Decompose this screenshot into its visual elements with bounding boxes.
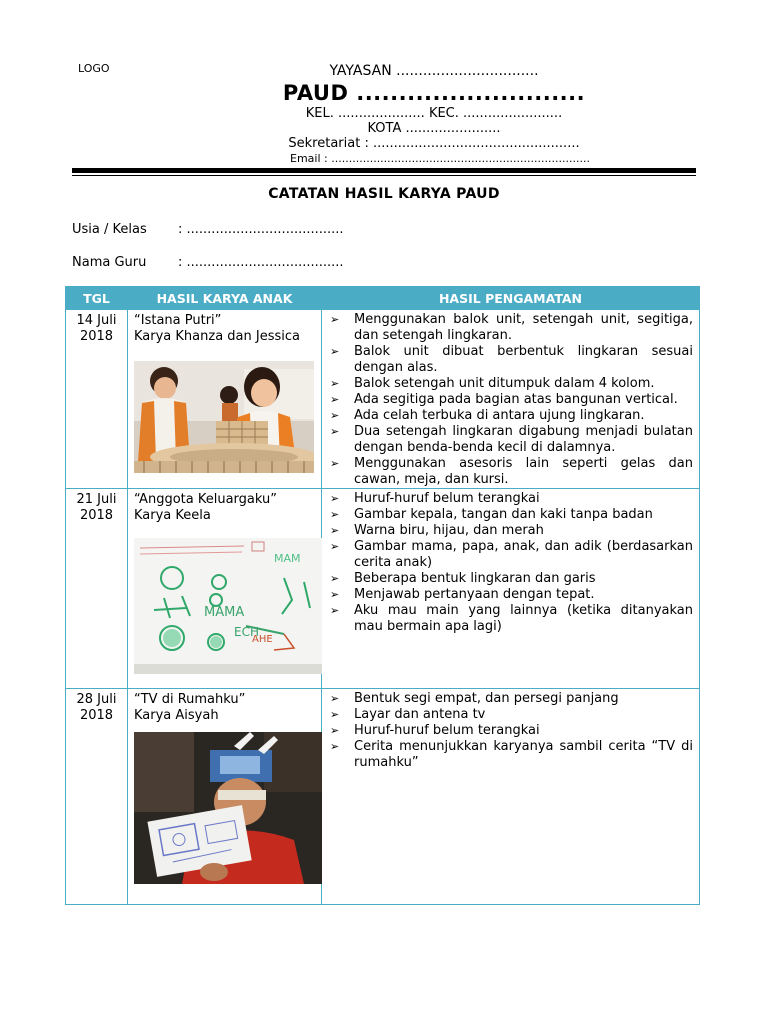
observation-item: ➢ Huruf-huruf belum terangkai [330,491,540,506]
observation-item: ➢ Bentuk segi empat, dan persegi panjang [330,691,619,706]
date-year: 2018 [79,508,114,523]
arrow-bullet-icon: ➢ [330,692,340,705]
observation-item: ➢ Warna biru, hijau, dan merah [330,523,544,538]
work-title: “TV di Rumahku” [134,692,246,707]
document-title: CATATAN HASIL KARYA PAUD [268,186,500,202]
svg-text:MAM: MAM [274,552,301,565]
observation-item: ➢ Ada celah terbuka di antara ujung lingkaran. [330,408,645,423]
observation-cell [322,310,700,489]
table-row [66,310,700,489]
arrow-bullet-icon: ➢ [330,708,340,721]
tv-craft-photo [134,732,322,884]
observation-item: ➢ Aku mau main yang lainnya (ketika ditanyakan mau bermain apa lagi) [330,603,693,634]
date-day: 14 Juli [76,313,117,328]
observation-item: ➢ Cerita menunjukkan karyanya sambil cerita “TV di rumahku” [330,739,693,770]
work-cell [128,310,322,489]
arrow-bullet-icon: ➢ [330,540,340,553]
observation-item: ➢ Beberapa bentuk lingkaran dan garis [330,571,596,586]
arrow-bullet-icon: ➢ [330,345,340,358]
school-name: PAUD ........................... [282,81,586,105]
work-author: Karya Khanza dan Jessica [134,329,300,344]
observation-list [328,691,693,771]
observation-item: ➢ Menjawab pertanyaan dengan tepat. [330,587,595,602]
arrow-bullet-icon: ➢ [330,724,340,737]
arrow-bullet-icon: ➢ [330,457,340,470]
observation-item: ➢ Menggunakan balok unit, setengah unit, segitiga, dan setengah lingkaran. [330,312,693,343]
table-header-row [66,287,700,310]
svg-text:MAMA: MAMA [204,605,245,620]
letterhead-rule-thin [72,175,696,176]
work-author: Karya Keela [134,508,211,523]
observation-item: ➢ Huruf-huruf belum terangkai [330,723,540,738]
observation-list [328,491,693,635]
arrow-bullet-icon: ➢ [330,588,340,601]
arrow-bullet-icon: ➢ [330,572,340,585]
table-row [66,489,700,689]
date-cell [66,310,128,489]
arrow-bullet-icon: ➢ [330,409,340,422]
header-date: TGL [66,287,128,310]
arrow-bullet-icon: ➢ [330,425,340,438]
field-age-class [72,222,344,237]
svg-text:ECH: ECH [234,625,259,639]
svg-text:AHE: AHE [252,634,273,645]
field-value: : ...................................... [178,222,344,237]
observation-item: ➢ Ada segitiga pada bagian atas bangunan vertical. [330,392,678,407]
observation-item: ➢ Layar dan antena tv [330,707,486,722]
date-year: 2018 [79,329,114,344]
observation-item: ➢ Gambar kepala, tangan dan kaki tanpa badan [330,507,653,522]
observation-item: ➢ Gambar mama, papa, anak, dan adik (berdasarkan cerita anak) [330,539,693,570]
header-work: HASIL KARYA ANAK [128,287,322,310]
work-title: “Istana Putri” [134,313,222,328]
logo-placeholder: LOGO [78,62,110,75]
date-cell [66,489,128,689]
address-city: KOTA ....................... [367,121,501,136]
arrow-bullet-icon: ➢ [330,377,340,390]
header-observation: HASIL PENGAMATAN [322,287,700,310]
contact-email: Email : .......................................................................... [290,152,590,165]
work-cell [128,689,322,905]
arrow-bullet-icon: ➢ [330,508,340,521]
work-title: “Anggota Keluargaku” [134,492,277,507]
block-building-photo [134,361,314,473]
date-day: 28 Juli [76,692,117,707]
address-kel-kec: KEL. ..................... KEC. ........................ [305,106,563,121]
letterhead-rule [72,168,696,173]
observation-table [65,286,700,905]
observation-item: ➢ Balok unit dibuat berbentuk lingkaran sesuai dengan alas. [330,344,693,375]
date-cell [66,689,128,905]
observation-cell [322,489,700,689]
arrow-bullet-icon: ➢ [330,740,340,753]
field-label: Nama Guru [72,255,147,270]
work-author: Karya Aisyah [134,708,219,723]
observation-item: ➢ Dua setengah lingkaran digabung menjadi bulatan dengan benda-benda kecil di dalamnya. [330,424,693,455]
arrow-bullet-icon: ➢ [330,393,340,406]
date-year: 2018 [79,708,114,723]
observation-item: ➢ Menggunakan asesoris lain seperti gelas dan cawan, meja, dan kursi. [330,456,693,487]
observation-cell [322,689,700,905]
arrow-bullet-icon: ➢ [330,524,340,537]
arrow-bullet-icon: ➢ [330,492,340,505]
address-secretariat: Sekretariat : .................................................. [288,136,580,151]
foundation-name: YAYASAN ................................ [329,63,539,79]
family-drawing-photo [134,538,322,674]
arrow-bullet-icon: ➢ [330,313,340,326]
work-cell [128,489,322,689]
field-value: : ...................................... [178,255,344,270]
arrow-bullet-icon: ➢ [330,604,340,617]
field-teacher-name [72,255,344,270]
table-row [66,689,700,905]
date-day: 21 Juli [76,492,117,507]
observation-item: ➢ Balok setengah unit ditumpuk dalam 4 kolom. [330,376,655,391]
field-label: Usia / Kelas [72,222,147,237]
observation-list [328,312,693,488]
